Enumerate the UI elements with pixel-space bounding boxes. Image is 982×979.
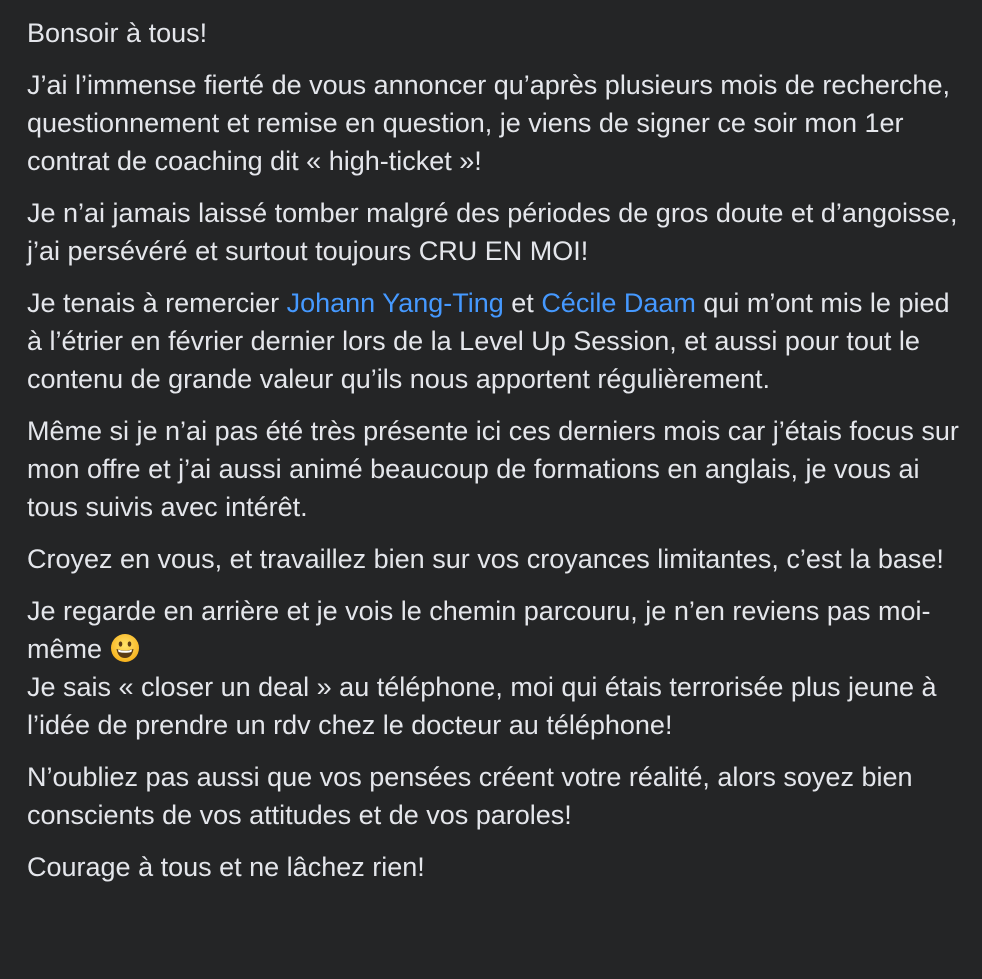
post-paragraph-reflection: [27, 592, 962, 744]
post-paragraph-belief: Croyez en vous, et travaillez bien sur vos croyances limitantes, c’est la base!: [27, 544, 944, 574]
reflection-line-2: Je sais « closer un deal » au téléphone, moi qui étais terrorisée plus jeune à l’idée de prendre un rdv chez le docteur au téléphone!: [27, 672, 937, 740]
grinning-face-emoji-icon: [110, 633, 140, 663]
thanks-text-before: Je tenais à remercier: [27, 288, 287, 318]
mention-link-cecile[interactable]: Cécile Daam: [541, 288, 696, 318]
post-paragraph-closing: Courage à tous et ne lâchez rien!: [27, 852, 425, 882]
post-paragraph-thoughts: N’oubliez pas aussi que vos pensées créent votre réalité, alors soyez bien conscients de vos attitudes et de vos paroles!: [27, 762, 913, 830]
thanks-text-between: et: [503, 288, 542, 318]
reflection-line-1: Je regarde en arrière et je vois le chemin parcouru, je n’en reviens pas moi-même: [27, 596, 931, 664]
post-paragraph-announcement: J’ai l’immense fierté de vous annoncer qu’après plusieurs mois de recherche, questionnement et remise en question, je viens de signer ce soir mon 1er contrat de coaching dit « high-ticket »!: [27, 70, 950, 176]
mention-link-johann[interactable]: Johann Yang-Ting: [286, 288, 504, 318]
post-paragraph-thanks: [27, 284, 962, 398]
post-paragraph-greeting: Bonsoir à tous!: [27, 18, 208, 48]
post-paragraph-absence: Même si je n’ai pas été très présente ici ces derniers mois car j’étais focus sur mon offre et j’ai aussi animé beaucoup de formations en anglais, je vous ai tous suivis avec intérêt.: [27, 416, 959, 522]
thanks-text-after: qui m’ont mis le pied à l’étrier en février dernier lors de la Level Up Session, et aussi pour tout le contenu de grande valeur qu’ils nous apportent régulièrement.: [27, 288, 950, 394]
post-paragraph-perseverance: Je n’ai jamais laissé tomber malgré des périodes de gros doute et d’angoisse, j’ai persévéré et surtout toujours CRU EN MOI!: [27, 198, 958, 266]
